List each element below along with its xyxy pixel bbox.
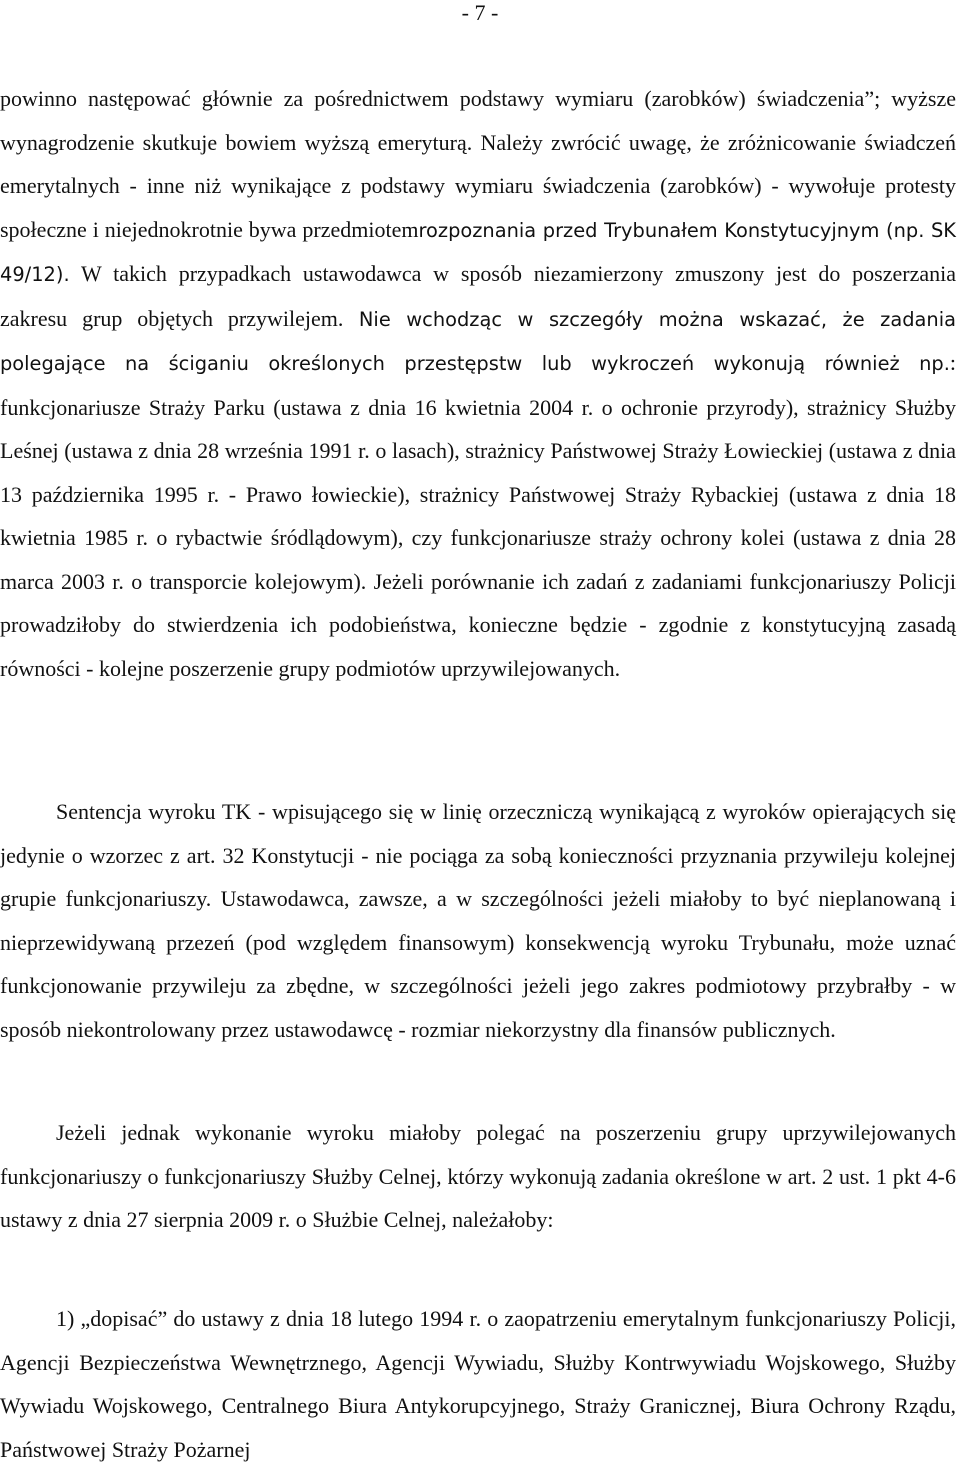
paragraph-1 (0, 77, 956, 690)
paragraph-1-segment-3: W takich przypadkach ustawodawca w sposób niezamierzony zmuszony jest do poszerzania zakresu grup objętych przywilejem. (0, 261, 956, 331)
list-item-1 (0, 1297, 956, 1471)
list-item-1-text: 1) „dopisać” do ustawy z dnia 18 lutego 1994 r. o zaopatrzeniu emerytalnym funkcjonariuszy Policji, Agencji Bezpieczeństwa Wewnętrznego, Agencji Wywiadu, Służby Kontrwywiadu Wojskowego, Służby Wywiadu Wojskowego, Centralnego Biura Antykorupcyjnego, Straży Granicznej, Biura Ochrony Rządu, Państwowej Straży Pożarnej (0, 1306, 956, 1462)
paragraph-3-text: Jeżeli jednak wykonanie wyroku miałoby polegać na poszerzeniu grupy uprzywilejowanych funkcjonariuszy o funkcjonariuszy Służby Celnej, którzy wykonują zadania określone w art. 2 ust. 1 pkt 4-6 ustawy z dnia 27 sierpnia 2009 r. o Służbie Celnej, należałoby: (0, 1120, 956, 1232)
paragraph-1-segment-4: Nie wchodząc w szczegóły można wskazać, że zadania polegające na ściganiu określonych przestępstw lub wykroczeń wykonują również np. (0, 307, 956, 375)
paragraph-3 (0, 1111, 956, 1242)
paragraph-1-segment-2: rozpoznania przed Trybunałem Konstytucyjnym (np. SK 49/12). (0, 218, 957, 286)
page-number: - 7 - (461, 0, 499, 25)
paragraph-2-text: Sentencja wyroku TK - wpisującego się w linię orzeczniczą wynikającą z wyroków opierających się jedynie o wzorzec z art. 32 Konstytucji - nie pociąga za sobą konieczności przyznania przywileju kolejnej grupie funkcjonariuszy. Ustawodawca, zawsze, a w szczególności jeżeli miałoby to być nieplanowaną i nieprzewidywaną przezeń (pod względem finansowym) konsekwencją wyroku Trybunału, może uznać funkcjonowanie przywileju za zbędne, w szczególności jeżeli jego zakres podmiotowy przybrałby - w sposób niekontrolowany przez ustawodawcę - rozmiar niekorzystny dla finansów publicznych. (0, 799, 956, 1042)
paragraph-1-segment-1: powinno następować głównie za pośrednictwem podstawy wymiaru (zarobków) świadczenia”; wyższe wynagrodzenie skutkuje bowiem wyższą emeryturą. Należy zwrócić uwagę, że zróżnicowanie świadczeń emerytalnych - inne niż wynikające z podstawy wymiaru świadczenia (zarobków) - wywołuje protesty społeczne i niejednokrotnie bywa przedmiotem (0, 86, 956, 242)
paragraph-2 (0, 790, 956, 1051)
paragraph-1-segment-5: : funkcjonariusze Straży Parku (ustawa z dnia 16 kwietnia 2004 r. o ochronie przyrody), strażnicy Służby Leśnej (ustawa z dnia 28 września 1991 r. o lasach), strażnicy Państwowej Straży Łowieckiej (ustawa z dnia 13 października 1995 r. - Prawo łowieckie), strażnicy Państwowej Straży Rybackiej (ustawa z dnia 18 kwietnia 1985 r. o rybactwie śródlądowym), czy funkcjonariusze straży ochrony kolei (ustawa z dnia 28 marca 2003 r. o transporcie kolejowym). Jeżeli porównanie ich zadań z zadaniami funkcjonariuszy Policji prowadziłoby do stwierdzenia ich podobieństwa, konieczne będzie - zgodnie z konstytucyjną zasadą równości - kolejne poszerzenie grupy podmiotów uprzywilejowanych. (0, 350, 956, 681)
